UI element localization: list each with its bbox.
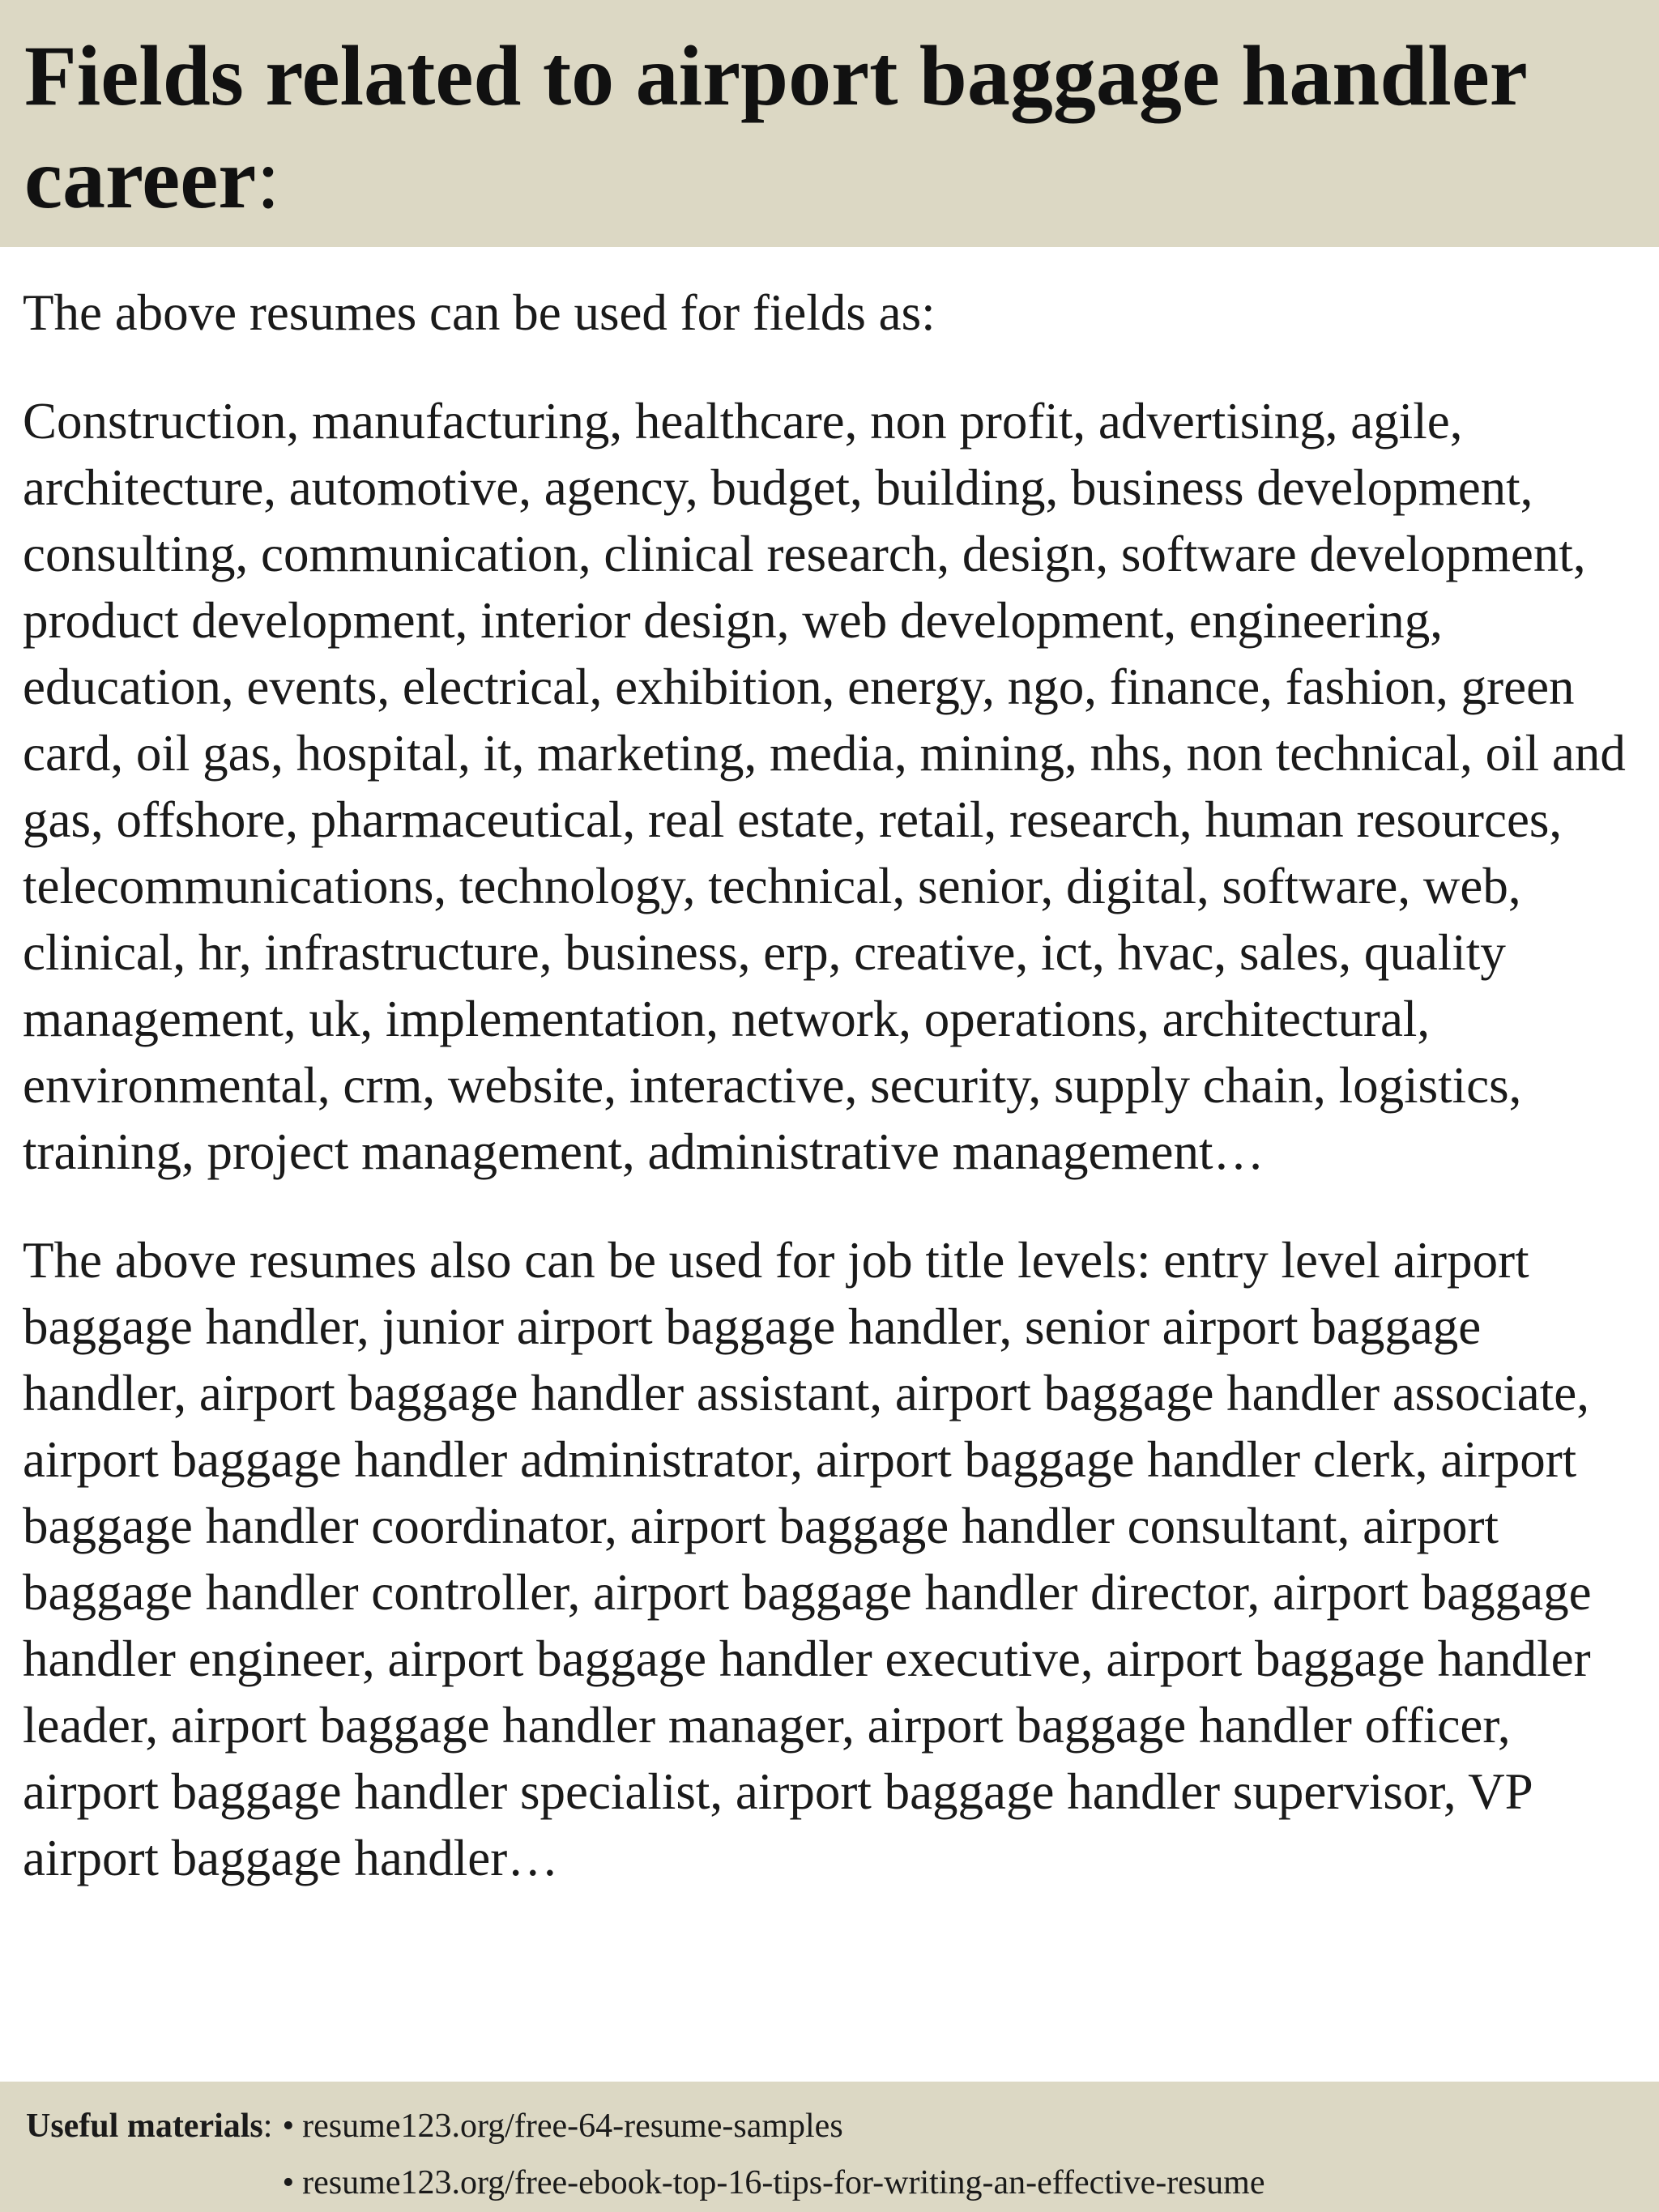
main-content (23, 279, 1639, 1891)
materials-list-item (282, 2154, 1265, 2211)
page-title-text: Fields related to airport baggage handler career (24, 28, 1526, 226)
bullet-icon: • (282, 2108, 295, 2145)
useful-materials-colon: : (262, 2108, 273, 2145)
useful-materials-label: Useful materials (26, 2108, 263, 2145)
header-banner (0, 0, 1659, 247)
useful-materials (26, 2098, 1659, 2211)
material-link-ebook-tips[interactable]: resume123.org/free-ebook-top-16-tips-for-writing-an-effective-resume (302, 2164, 1265, 2201)
footer-banner (0, 2082, 1659, 2212)
fields-paragraph: Construction, manufacturing, healthcare, non profit, advertising, agile, architecture, automotive, agency, budget, building, business development, consulting, communication, clinical research, design, software development, product development, interior design, web development, engineering, education, events, electrical, exhibition, energy, ngo, finance, fashion, green card, oil gas, hospital, it, marketing, media, mining, nhs, non technical, oil and gas, offshore, pharmaceutical, real estate, retail, research, human resources, telecommunications, technology, technical, senior, digital, software, web, clinical, hr, infrastructure, business, erp, creative, ict, hvac, sales, quality management, uk, implementation, network, operations, architectural, environmental, crm, website, interactive, security, supply chain, logistics, training, project management, administrative management… (23, 393, 1626, 1180)
page-title (24, 24, 1636, 230)
intro-paragraph: The above resumes can be used for fields as: (23, 284, 936, 341)
materials-list-item (282, 2098, 1265, 2154)
materials-list (282, 2098, 1265, 2211)
material-link-resume-samples[interactable]: resume123.org/free-64-resume-samples (302, 2108, 843, 2145)
bullet-icon: • (282, 2164, 295, 2201)
job-levels-paragraph: The above resumes also can be used for job title levels: entry level airport baggage handler, junior airport baggage handler, senior airport baggage handler, airport baggage handler assistant, airport baggage handler associate, airport baggage handler administrator, airport baggage handler clerk, airport baggage handler coordinator, airport baggage handler consultant, airport baggage handler controller, airport baggage handler director, airport baggage handler engineer, airport baggage handler executive, airport baggage handler leader, airport baggage handler manager, airport baggage handler officer, airport baggage handler specialist, airport baggage handler supervisor, VP airport baggage handler… (23, 1232, 1592, 1886)
page-title-colon: : (256, 131, 280, 226)
